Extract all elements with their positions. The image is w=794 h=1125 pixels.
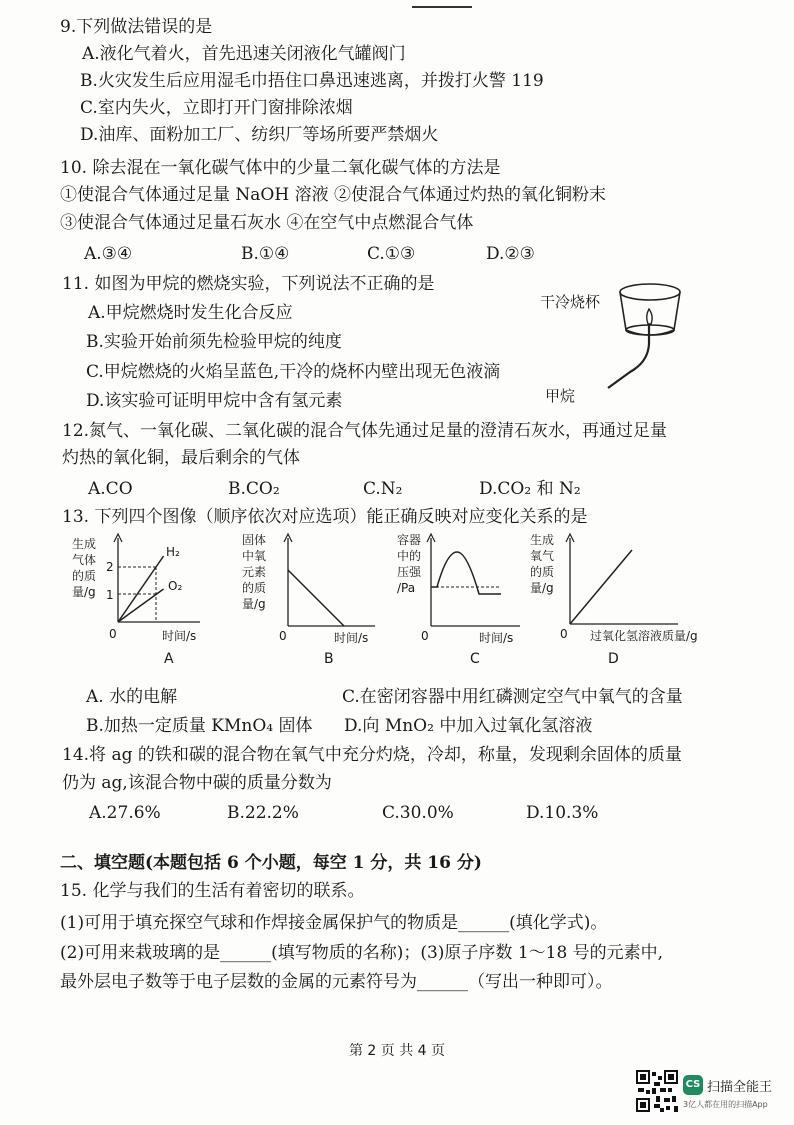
chart-b: [240, 530, 380, 645]
chart-c-ylabel: [397, 532, 422, 595]
chart-b-series-line: [288, 570, 344, 626]
chart-b-ylabel-line: 的质: [242, 581, 267, 595]
flame-illustration: [647, 309, 652, 324]
q9-option-c: C.室内失火，立即打开门窗排除浓烟: [80, 98, 353, 118]
chart-a-ytick-2: 2: [106, 560, 114, 574]
q14-option-a: A.27.6%: [89, 803, 161, 823]
page-number: 第 2 页 共 4 页: [348, 1043, 446, 1059]
scanner-app-name: 扫描全能王: [707, 1080, 773, 1095]
methane-combustion-figure: [590, 272, 700, 397]
q15-stem: 15. 化学与我们的生活有着密切的联系。: [60, 881, 365, 901]
chart-c-series-line: [431, 552, 501, 594]
q10-stem: 10. 除去混在一氧化碳气体中的少量二氧化碳气体的方法是: [60, 158, 501, 178]
chart-d-ylabel-line: 的质: [530, 565, 555, 579]
q11-option-b: B.实验开始前须先检验甲烷的纯度: [86, 332, 342, 352]
chart-d: [528, 530, 733, 645]
chart-a-xlabel: 时间/s: [162, 629, 197, 643]
q15-part-1: (1)可用于填充探空气球和作焊接金属保护气的物质是______(填化学式)。: [60, 913, 608, 933]
scanner-tagline: 3亿人都在用的扫描App: [683, 1100, 768, 1109]
qr-code-icon: [636, 1070, 678, 1112]
chart-d-ylabel-line: 量/g: [530, 581, 554, 595]
q12-option-d: D.CO₂ 和 N₂: [479, 479, 581, 499]
chart-a-letter: A: [164, 651, 174, 667]
chart-a-ylabel-line: 量/g: [72, 585, 96, 599]
chart-a-ylabel-line: 生成: [72, 537, 97, 551]
chart-b-letter: B: [324, 651, 334, 667]
q10-option-b: B.①④: [241, 244, 290, 264]
chart-c-ylabel-line: /Pa: [397, 581, 416, 595]
q11-option-a: A.甲烷燃烧时发生化合反应: [88, 303, 293, 323]
q9-option-a: A.液化气着火，首先迅速关闭液化气罐阀门: [82, 44, 406, 64]
chart-a-ytick-1: 1: [106, 588, 114, 602]
chart-d-xlabel: 过氧化氢溶液质量/g: [590, 629, 698, 643]
chart-b-ylabel-line: 量/g: [242, 597, 266, 611]
chart-a-series-label-h2: H₂: [166, 545, 180, 559]
q10-methods-1: ①使混合气体通过足量 NaOH 溶液 ②使混合气体通过灼热的氧化铜粉末: [60, 185, 606, 205]
header-mark: [412, 0, 472, 8]
q13-option-c: C.在密闭容器中用红磷测定空气中氧气的含量: [342, 687, 683, 707]
q15-part-2: (2)可用来栽玻璃的是______(填写物质的名称)；(3)原子序数 1～18 号的元素中,: [60, 943, 664, 963]
q9-stem: 9.下列做法错误的是: [60, 17, 213, 37]
figure-label-methane: 甲烷: [545, 387, 576, 405]
chart-a-ylabel: [72, 536, 96, 599]
q13-stem: 13. 下列四个图像（顺序依次对应选项）能正确反映对应变化关系的是: [62, 507, 588, 527]
chart-d-origin: 0: [560, 627, 568, 641]
section-2-title: 二、填空题(本题包括 6 个小题，每空 1 分，共 16 分): [60, 853, 482, 873]
q14-option-d: D.10.3%: [526, 803, 599, 823]
figure-label-beaker: 干冷烧杯: [540, 293, 601, 311]
chart-b-ylabel-line: 中氧: [242, 549, 267, 563]
chart-d-ylabel-line: 氧气: [530, 549, 555, 563]
chart-b-xlabel: 时间/s: [334, 631, 369, 645]
q11-option-d: D.该实验可证明甲烷中含有氢元素: [86, 391, 343, 411]
q11-stem: 11. 如图为甲烷的燃烧实验，下列说法不正确的是: [62, 274, 435, 294]
chart-d-letter: D: [608, 651, 619, 667]
chart-d-series-line: [570, 550, 632, 624]
q10-option-d: D.②③: [486, 244, 535, 264]
chart-c: [395, 530, 525, 645]
chart-a-series-h2: [118, 556, 164, 622]
chart-b-ylabel: [242, 532, 266, 611]
q11-option-c: C.甲烷燃烧的火焰呈蓝色,干冷的烧杯内壁出现无色液滴: [86, 362, 501, 382]
q12-option-a: A.CO: [88, 479, 133, 499]
chart-b-origin: 0: [279, 629, 287, 643]
q9-option-b: B.火灾发生后应用湿毛巾捂住口鼻迅速逃离，并拨打火警 119: [80, 71, 544, 91]
chart-c-ylabel-line: 容器: [397, 533, 422, 547]
q13-option-b: B.加热一定质量 KMnO₄ 固体: [86, 716, 313, 736]
chart-d-ylabel: [530, 532, 554, 595]
q10-option-c: C.①③: [367, 244, 416, 264]
chart-b-ylabel-line: 元素: [242, 565, 267, 579]
q13-option-d: D.向 MnO₂ 中加入过氧化氢溶液: [344, 716, 593, 736]
q12-stem-line2: 灼热的氧化铜，最后剩余的气体: [62, 448, 300, 468]
q14-option-b: B.22.2%: [227, 803, 299, 823]
q9-option-d: D.油库、面粉加工厂、纺织厂等场所要严禁烟火: [80, 125, 439, 145]
chart-d-ylabel-line: 生成: [530, 533, 555, 547]
q13-option-a: A. 水的电解: [86, 687, 178, 707]
chart-a-series-label-o2: O₂: [168, 579, 183, 593]
chart-a-ylabel-line: 的质: [72, 569, 97, 583]
q14-stem-line2: 仍为 ag,该混合物中碳的质量分数为: [62, 773, 332, 793]
chart-c-origin: 0: [421, 629, 429, 643]
chart-a-ylabel-line: 气体: [72, 553, 97, 567]
q10-option-a: A.③④: [84, 244, 133, 264]
chart-c-letter: C: [470, 651, 480, 667]
chart-a-origin: 0: [109, 627, 117, 641]
q10-methods-2: ③使混合气体通过足量石灰水 ④在空气中点燃混合气体: [60, 213, 474, 233]
q14-stem-line1: 14.将 ag 的铁和碳的混合物在氧气中充分灼烧，冷却，称量，发现剩余固体的质量: [62, 745, 682, 765]
chart-b-ylabel-line: 固体: [242, 533, 267, 547]
chart-c-xlabel: 时间/s: [479, 631, 514, 645]
chart-a: [70, 530, 205, 645]
q14-option-c: C.30.0%: [382, 803, 454, 823]
chart-c-ylabel-line: 中的: [397, 549, 422, 563]
scanner-logo-icon: CS: [683, 1075, 703, 1095]
chart-c-ylabel-line: 压强: [397, 565, 422, 579]
q12-stem-line1: 12.氮气、一氧化碳、二氧化碳的混合气体先通过足量的澄清石灰水，再通过足量: [62, 421, 668, 441]
q12-option-b: B.CO₂: [228, 479, 280, 499]
q12-option-c: C.N₂: [363, 479, 403, 499]
gas-tube-illustration: [608, 324, 649, 388]
q15-part-3: 最外层电子数等于电子层数的金属的元素符号为______（写出一种即可）。: [60, 972, 613, 992]
